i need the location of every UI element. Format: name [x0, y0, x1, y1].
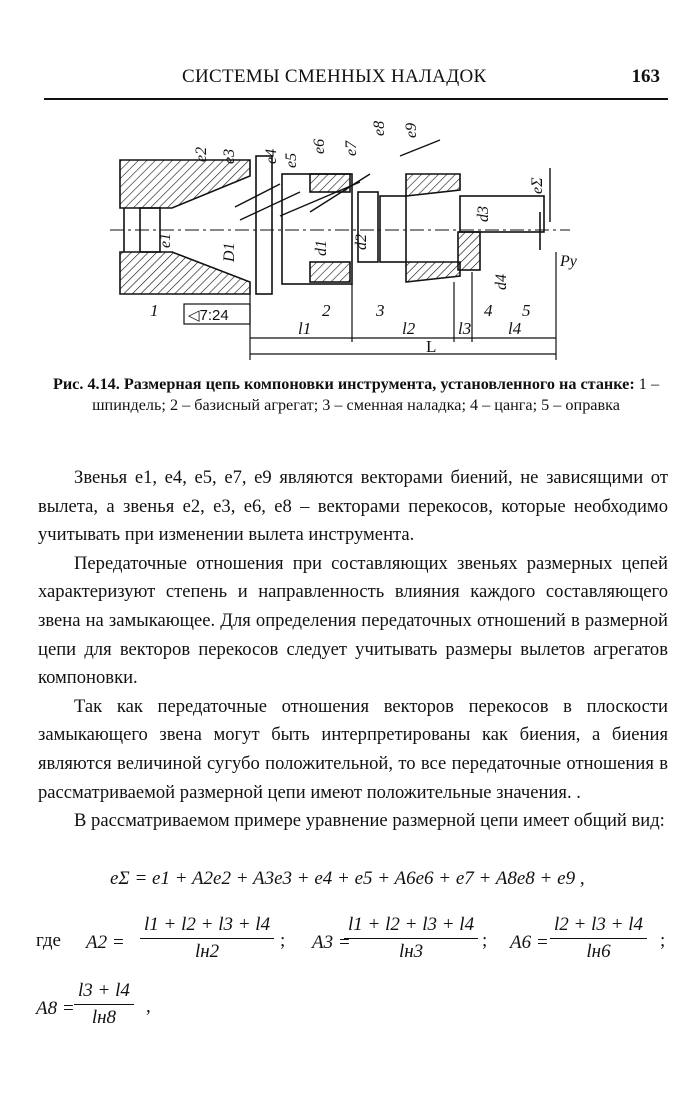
ratio-A8-num: l3 + l4 [74, 980, 134, 1005]
label-D1: D1 [221, 242, 238, 262]
page-number: 163 [631, 66, 660, 87]
label-e6: e6 [311, 138, 328, 154]
ratio-A6-den: lн6 [586, 941, 611, 962]
part-5: 5 [522, 301, 531, 320]
ratio-A6-name: A6 = [510, 932, 549, 953]
ratio-A6-num: l2 + l3 + l4 [550, 914, 647, 939]
basis-lower [310, 262, 350, 282]
paragraph-4: В рассматриваемом примере уравнение размерной цепи имеет общий вид: [74, 810, 665, 832]
dim-l4: l4 [508, 319, 522, 338]
ratio-A8-den: lн8 [91, 1007, 117, 1028]
ratio-A3-num: l1 + l2 + l3 + l4 [344, 914, 478, 939]
dim-l2: l2 [402, 319, 416, 338]
caption-rest: 1 – шпиндель; 2 – базисный агрегат; 3 – сменная наладка; 4 – цанга; 5 – оправка [92, 375, 660, 414]
ratio-A2-name: A2 = [86, 932, 125, 953]
part-4: 4 [484, 301, 493, 320]
where-label: где [36, 930, 61, 951]
label-e8: e8 [371, 120, 388, 136]
part-3: 3 [376, 301, 385, 320]
ratio-A6-fraction [550, 914, 647, 963]
paragraph-3: Так как передаточные отношения векторов перекосов в плоскости замыкающего звена могут быть интерпретированы как биения, а биения являются величиной сугубо положительной, то все передаточные отношения в рассматриваемой размерной цепи имеют положительные значения. . [38, 695, 668, 803]
header-rule [44, 98, 668, 100]
caption-bold: Рис. 4.14. Размерная цепь компоновки инструмента, установленного на станке: [52, 375, 635, 393]
chain-equation: eΣ = e1 + A2e2 + A3e3 + e4 + e5 + A6e6 + e7 + A8e8 + e9 , [110, 868, 585, 889]
label-d4: d4 [493, 274, 510, 290]
dim-L: L [426, 337, 437, 356]
insert-body [358, 192, 378, 262]
spindle-upper [120, 160, 250, 208]
paragraph-1: Звенья e1, e4, e5, e7, e9 являются векторами биений, не зависящими от вылета, а звенья e2, e3, e6, e8 – векторами перекосов, которые необходимо учитывать при изменении вылета инструмента. [38, 467, 668, 546]
spindle-flange [256, 156, 272, 294]
label-e3: e3 [221, 148, 238, 164]
adjust-body [380, 196, 406, 262]
label-e1: e1 [157, 232, 174, 248]
part-1: 1 [150, 301, 159, 320]
running-title: СИСТЕМЫ СМЕННЫХ НАЛАДОК [182, 66, 487, 87]
ratio-A3-sep: ; [482, 930, 488, 951]
collet-lower [458, 232, 480, 270]
label-e9: e9 [403, 122, 420, 138]
label-esigma: eΣ [529, 177, 546, 194]
ratio-A8-name: A8 = [36, 998, 75, 1019]
mandrel [460, 196, 544, 232]
figure-caption [44, 374, 668, 416]
page-header [44, 66, 668, 100]
dim-l3: l3 [458, 319, 472, 338]
label-e5: e5 [283, 152, 300, 168]
label-Py: Py [560, 253, 577, 270]
label-d1: d1 [313, 240, 330, 256]
ratio-A3-fraction [344, 914, 478, 963]
paragraph-2: Передаточные отношения при составляющих звеньях размерных цепей характеризуют степень и направленность влияния каждого составляющего звена на замыкающее. Для определения передаточных отношений в размерной цепи для векторов перекосов следует учитывать размеры вылетов агрегатов компоновки. [38, 552, 668, 689]
ratio-A2-num: l1 + l2 + l3 + l4 [140, 914, 274, 939]
label-d2: d2 [353, 234, 370, 250]
label-e7: e7 [343, 140, 360, 156]
holder-lower [406, 262, 460, 282]
ratio-A3-name: A3 = [312, 932, 351, 953]
taper-label: ◁7:24 [188, 307, 229, 324]
ratio-A2-sep: ; [280, 930, 286, 951]
dimension-chain-figure [110, 112, 590, 364]
label-e2: e2 [193, 146, 210, 162]
ratio-A8-fraction [74, 980, 134, 1029]
ratio-A2-fraction [140, 914, 274, 963]
ratio-A2-den: lн2 [194, 941, 220, 962]
part-2: 2 [322, 301, 331, 320]
ratio-A6-sep: ; [660, 930, 666, 951]
ratio-A3-den: lн3 [398, 941, 424, 962]
body-text [38, 464, 668, 836]
dim-l1: l1 [298, 319, 312, 338]
ratio-A8-sep: , [146, 996, 151, 1017]
label-d3: d3 [475, 206, 492, 222]
label-e4: e4 [263, 148, 280, 164]
holder-upper [406, 174, 460, 196]
